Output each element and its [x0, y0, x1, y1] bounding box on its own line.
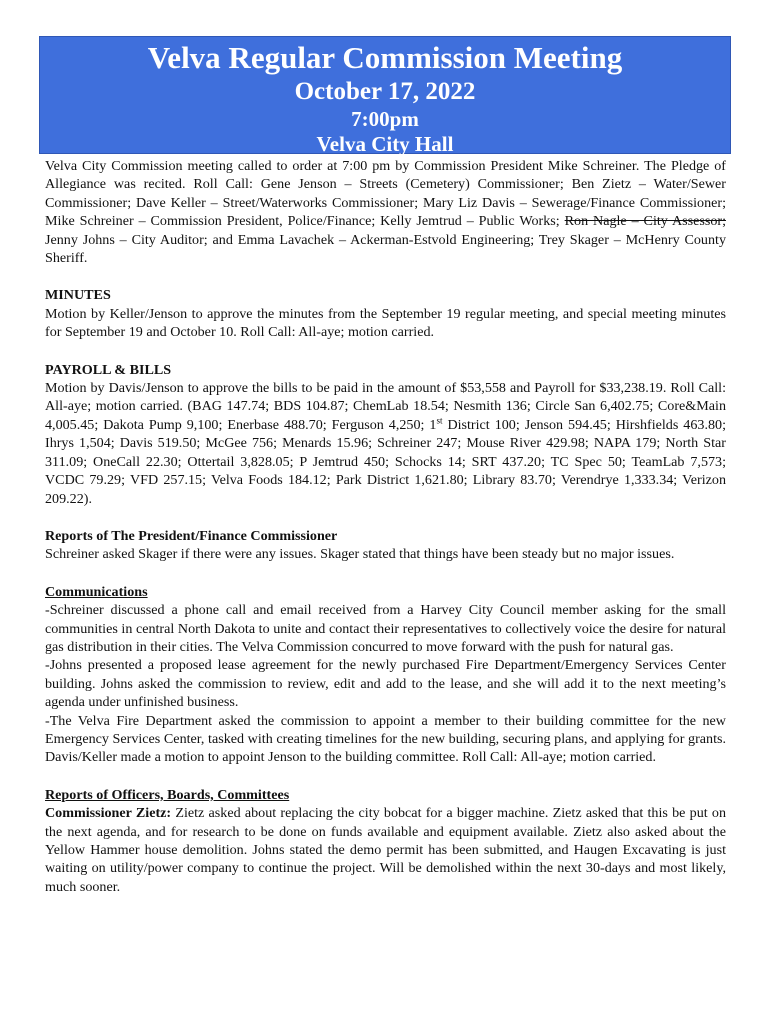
- intro-paragraph: [45, 157, 726, 267]
- communications-heading: Communications: [45, 583, 148, 600]
- meeting-title: Velva Regular Commission Meeting: [147, 40, 623, 75]
- struck-text: Ron Nagle – City Assessor;: [564, 213, 726, 230]
- meeting-time: 7:00pm: [351, 107, 419, 131]
- officers-heading: Reports of Officers, Boards, Committees: [45, 786, 290, 803]
- minutes-heading: MINUTES: [45, 287, 111, 304]
- meeting-date: October 17, 2022: [294, 78, 476, 105]
- meeting-location: Velva City Hall: [316, 132, 454, 156]
- communication-item: -The Velva Fire Department asked the commission to appoint a member to their building committee for the new Emergency Services Center, tasked with creating timelines for the new building, securing plans, and applying for grants. Davis/Keller made a motion to appoint Jenson to the building committee. Roll Call: All-aye; motion carried.: [45, 712, 726, 766]
- president-report-heading: Reports of The President/Finance Commissioner: [45, 527, 338, 544]
- officers-text: [45, 804, 726, 896]
- title-banner: [39, 36, 731, 154]
- minutes-body: [45, 157, 726, 896]
- commissioner-label: Commissioner Zietz:: [45, 805, 172, 822]
- officers-report-text: Zietz asked about replacing the city bobcat for a bigger machine. Zietz asked that this be put on the next agenda, and for research to be done on funds available and equipment available. Zietz also asked about the Yellow Hammer house demolition. Johns stated the demo permit has been submitted, and Haugen Excavating is just waiting on utility/power company to continue the project. Will be demolished within the next 30-days and most likely, much sooner.: [45, 805, 726, 895]
- president-report-text: Schreiner asked Skager if there were any issues. Skager stated that things have been steady but no major issues.: [45, 546, 675, 563]
- payroll-text-a: Motion by Davis/Jenson to approve the bills to be paid in the amount of $53,558 and Payroll for $33,238.19. Roll Call: All-aye; motion carried. (BAG 147.74; BDS 104.87; ChemLab 18.54; Nesmith 136; Circle San 6,402.75; Core&Main 4,005.45; Dakota Pump 9,100; Enerbase 488.70; Ferguson 4,250; 1: [45, 380, 726, 433]
- communication-item: -Johns presented a proposed lease agreement for the newly purchased Fire Department/Emergency Services Center building. Johns asked the commission to review, edit and add to the lease, and she will add it to the next meeting’s agenda under unfinished business.: [45, 657, 726, 711]
- intro-text-end: Jenny Johns – City Auditor; and Emma Lavachek – Ackerman-Estvold Engineering; Trey Skager – McHenry County Sheriff.: [45, 231, 726, 267]
- intro-text: Velva City Commission meeting called to order at 7:00 pm by Commission President Mike Schreiner. The Pledge of Allegiance was recited. Roll Call: Gene Jenson – Streets (Cemetery) Commissioner; Ben Zietz – Water/Sewer Commissioner; Dave Keller – Street/Waterworks Commissioner; Mary Liz Davis – Sewerage/Finance Commissioner; Mike Schreiner – Commission President, Police/Finance; Kelly Jemtrud – Public Works;: [45, 158, 726, 230]
- payroll-text-b: District 100; Jenson 594.45; Hirshfields 463.80; Ihrys 1,504; Davis 519.50; McGee 756; Menards 15.96; Schreiner 247; Mouse River 429.98; NAPA 179; North Star 311.09; OneCall 22.30; Ottertail 3,828.05; P Jemtrud 450; Schocks 14; SRT 437.20; TC Spec 50; TeamLab 7,573; VCDC 79.29; VFD 257.15; Velva Foods 184.12; Park District 1,621.80; Library 83.70; Verendrye 1,333.34; Verizon 209.22).: [45, 416, 726, 507]
- minutes-text: Motion by Keller/Jenson to approve the minutes from the September 19 regular meeting, and special meeting minutes for September 19 and October 10. Roll Call: All-aye; motion carried.: [45, 305, 726, 341]
- communication-item: -Schreiner discussed a phone call and email received from a Harvey City Council member asking for the small communities in central North Dakota to unite and contact their representatives to collectively voice the desire for natural gas distribution in their cities. The Velva Commission concurred to move forward with the push for natural gas.: [45, 602, 726, 655]
- payroll-heading: PAYROLL & BILLS: [45, 361, 172, 378]
- payroll-text: [45, 379, 726, 508]
- ordinal-suffix: st: [436, 415, 443, 426]
